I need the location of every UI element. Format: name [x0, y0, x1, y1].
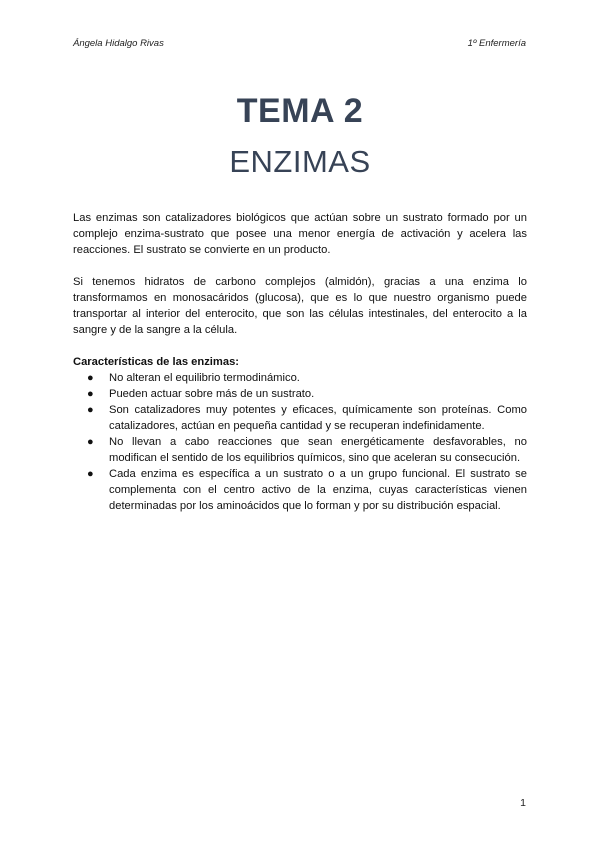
- list-item-text: Pueden actuar sobre más de un sustrato.: [109, 388, 315, 400]
- list-item-text: No llevan a cabo reacciones que sean energéticamente desfavorables, no modifican el sentido de los equilibrios químicos, sino que aceleran su consecución.: [109, 436, 527, 464]
- list-item: [73, 402, 527, 434]
- page-subtitle: ENZIMAS: [229, 144, 371, 179]
- header-course: 1º Enfermería: [467, 38, 526, 49]
- bullet-icon: ●: [87, 468, 94, 480]
- bullet-icon: ●: [87, 372, 94, 384]
- list-item: [73, 434, 527, 466]
- bullet-icon: ●: [87, 404, 94, 416]
- paragraph-intro: Las enzimas son catalizadores biológicos que actúan sobre un sustrato formado por un complejo enzima-sustrato que posee una menor energía de activación y acelera las reacciones. El sustrato se convierte en un producto.: [73, 212, 527, 256]
- document-body: [73, 210, 527, 514]
- characteristics-list: [73, 370, 527, 514]
- list-item: [73, 386, 527, 402]
- list-item-text: Cada enzima es específica a un sustrato o a un grupo funcional. El sustrato se complementa con el centro activo de la enzima, cuyas características vienen determinadas por los aminoácidos que lo forman y por su distribución espacial.: [109, 468, 527, 512]
- header-author: Ángela Hidalgo Rivas: [73, 38, 164, 49]
- paragraph-example: Si tenemos hidratos de carbono complejos (almidón), gracias a una enzima lo transformamos en monosacáridos (glucosa), que es lo que nuestro organismo puede transportar al interior del enterocito, que son las células intestinales, del enterocito a la sangre y de la sangre a la célula.: [73, 276, 527, 336]
- bullet-icon: ●: [87, 388, 94, 400]
- page-title: TEMA 2: [236, 92, 364, 130]
- list-item: [73, 370, 527, 386]
- list-item-text: Son catalizadores muy potentes y eficaces, químicamente son proteínas. Como catalizadores, actúan en pequeña cantidad y se recuperan indefinidamente.: [109, 404, 527, 432]
- bullet-icon: ●: [87, 436, 94, 448]
- page-number: 1: [520, 797, 526, 809]
- section-heading-characteristics: Características de las enzimas:: [73, 356, 240, 368]
- list-item-text: No alteran el equilibrio termodinámico.: [109, 372, 300, 384]
- list-item: [73, 466, 527, 514]
